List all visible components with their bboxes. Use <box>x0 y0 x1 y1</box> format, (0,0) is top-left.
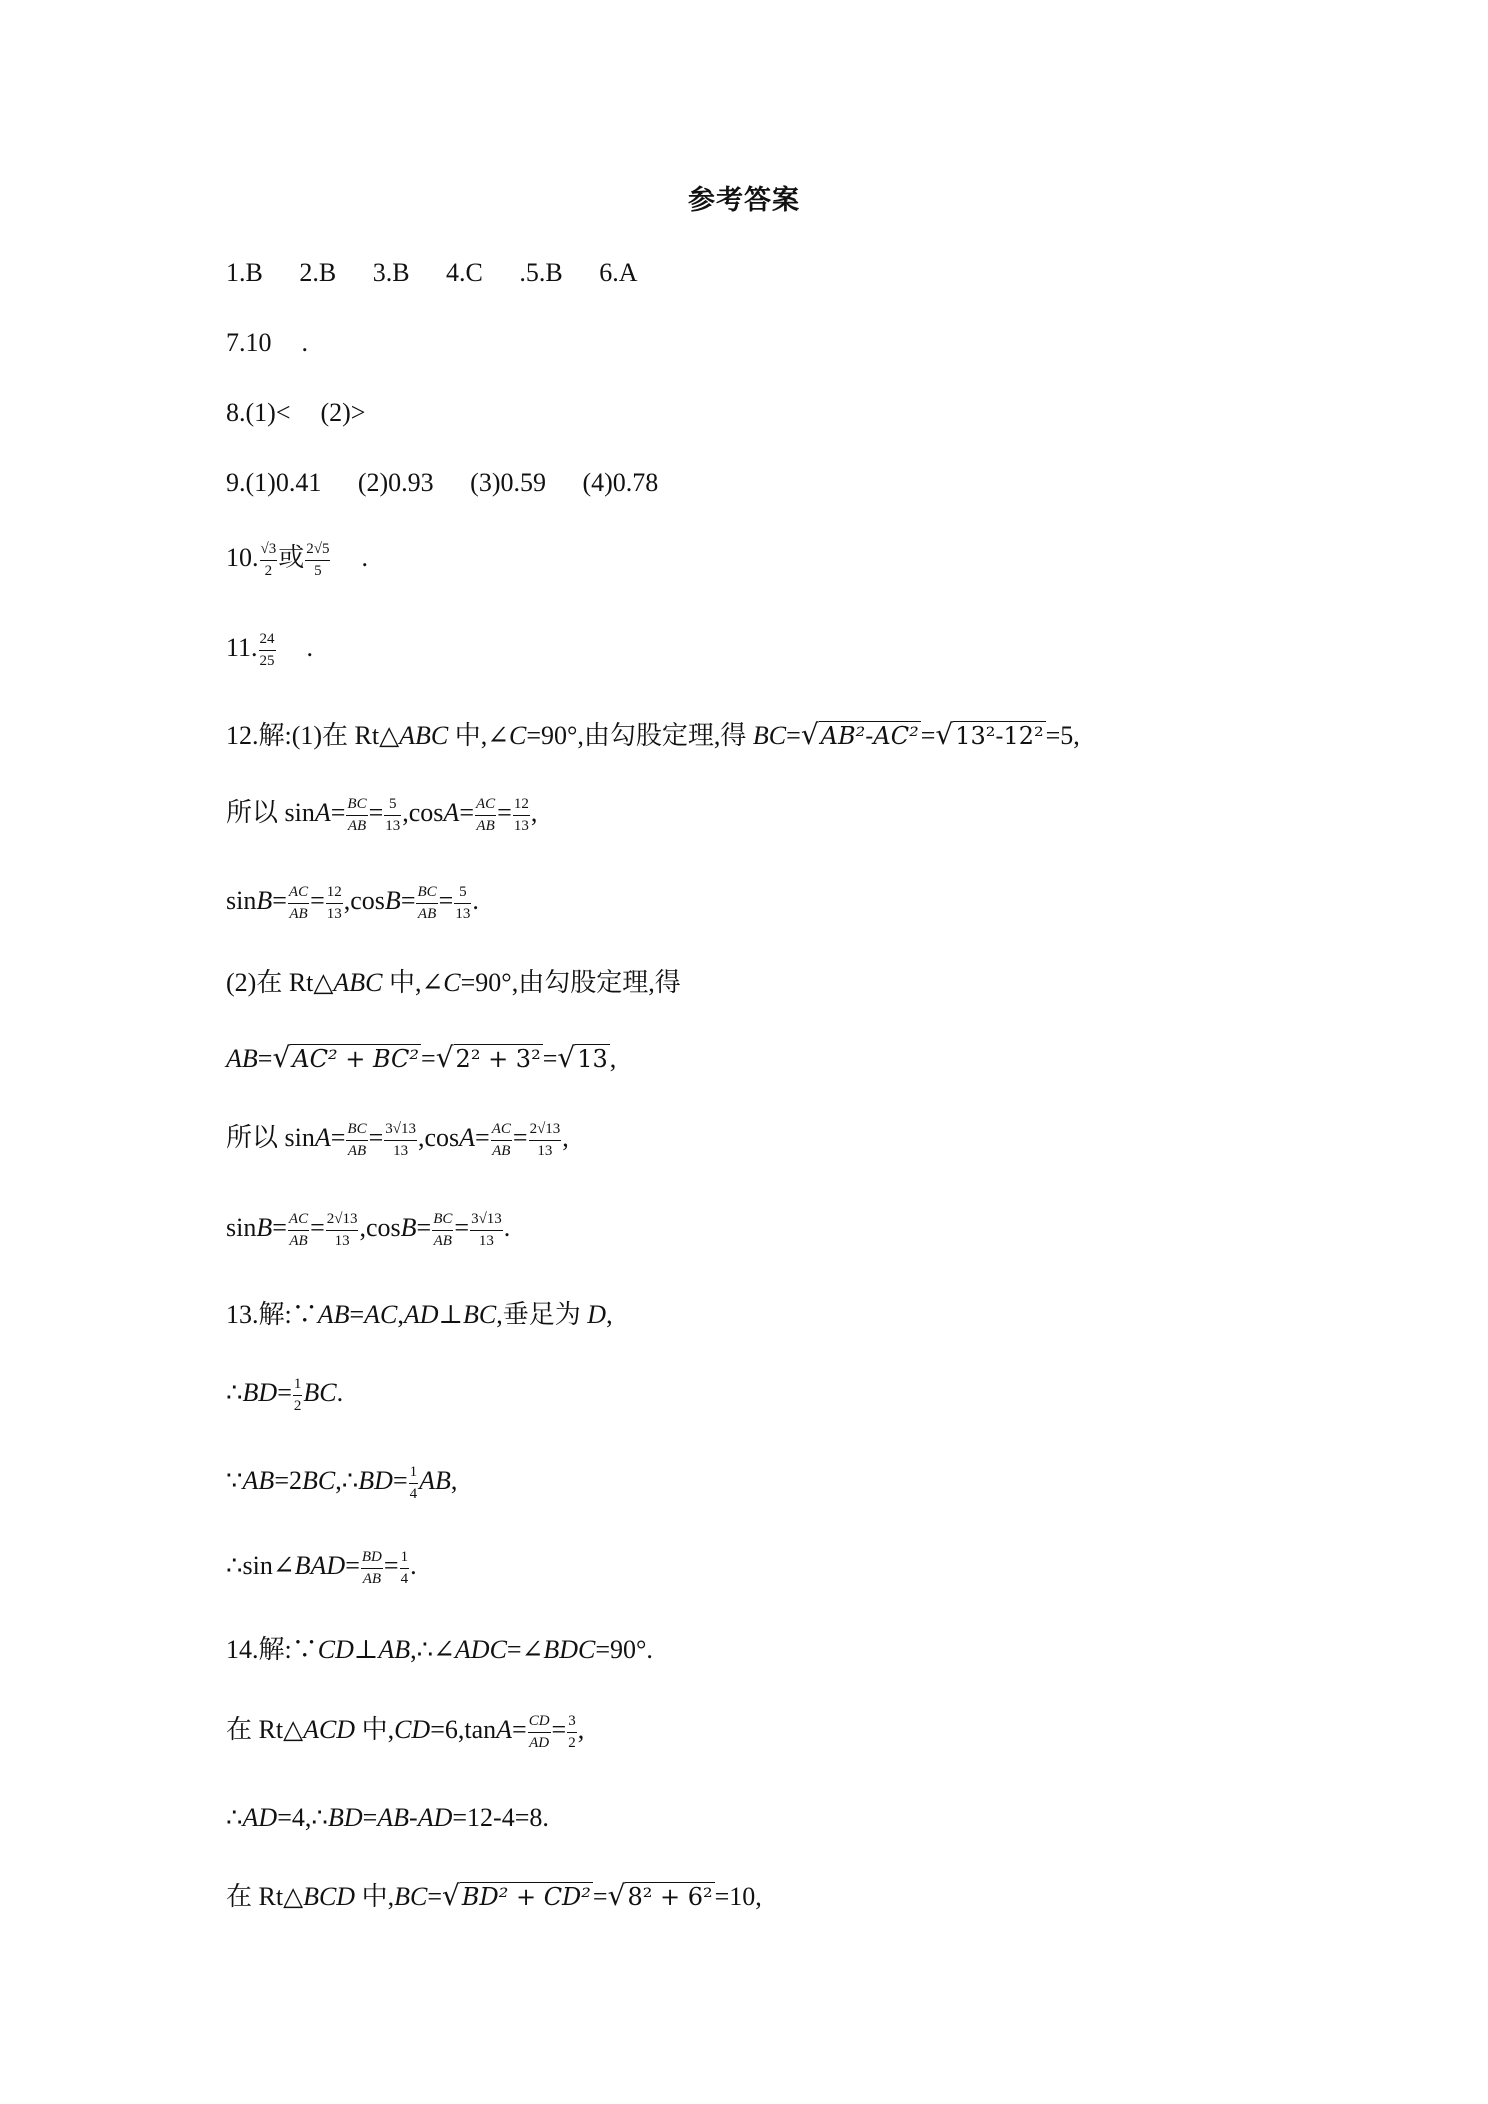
answer-12-line-1: 12.解:(1)在 Rt△ABC 中,∠C=90°,由勾股定理,得 BC=√AB²-AC²=√13²-12²=5, <box>226 717 1080 757</box>
square-root: √AB²-AC² <box>800 718 919 751</box>
fraction: $\frac{√3}{2}$ <box>260 540 277 579</box>
answer-13-line-1: 13.解:∵AB=AC,AD⊥BC,垂足为 D, <box>226 1300 613 1329</box>
fraction: $\frac{24}{25}$ <box>259 630 275 669</box>
answer-12-line-3: sinB= $\frac{AC}{AB}$ = $\frac{12}{13}$ ,cosB= $\frac{BC}{AB}$ = $\frac{5}{13}$ . <box>226 883 479 922</box>
fraction: $\frac{2√5}{5}$ <box>306 540 330 579</box>
page-title: 参考答案 <box>688 185 800 216</box>
answer-14-line-1: 14.解:∵CD⊥AB,∴∠ADC=∠BDC=90°. <box>226 1635 653 1664</box>
answer-5: .5.B <box>519 258 563 287</box>
answer-7: 7.10 . <box>226 328 308 357</box>
answer-12-line-4: (2)在 Rt△ABC 中,∠C=90°,由勾股定理,得 <box>226 968 681 997</box>
answer-12-line-7: sinB= $\frac{AC}{AB}$ = $\frac{2√13}{13}$ ,cosB= $\frac{BC}{AB}$ = $\frac{3√13}{13}$ . <box>226 1210 511 1249</box>
answer-13-line-4: ∴sin∠BAD= $\frac{BD}{AB}$ = $\frac{1}{4}$ . <box>226 1548 417 1587</box>
answer-13-line-2: ∴BD= $\frac{1}{2}$ BC. <box>226 1375 344 1414</box>
answer-4: 4.C <box>446 258 483 287</box>
answer-3: 3.B <box>372 258 410 287</box>
answer-11: 11. $\frac{24}{25}$ . <box>226 630 314 669</box>
answer-14-line-2: 在 Rt△ACD 中,CD=6,tanA= $\frac{CD}{AD}$ = $\frac{3}{2}$ , <box>226 1712 585 1751</box>
answer-9: 9.(1)0.41 (2)0.93 (3)0.59 (4)0.78 <box>226 468 659 497</box>
answer-14-line-3: ∴AD=4,∴BD=AB-AD=12-4=8. <box>226 1803 549 1832</box>
square-root: √13²-12² <box>935 718 1044 751</box>
answer-2: 2.B <box>299 258 337 287</box>
answer-12-line-5: AB=√AC² + BC²=√2² + 3²=√13, <box>226 1041 617 1074</box>
answer-13-line-3: ∵AB=2BC,∴BD= $\frac{1}{4}$ AB, <box>226 1463 458 1502</box>
answer-12-line-6: 所以 sinA= $\frac{BC}{AB}$ = $\frac{3√13}{13}$ ,cosA= $\frac{AC}{AB}$ = $\frac{2√13}{13}$ , <box>226 1120 569 1159</box>
answer-10: 10. $\frac{√3}{2}$ 或 $\frac{2√5}{5}$ . <box>226 540 368 579</box>
answer-1: 1.B <box>226 258 263 287</box>
answer-6: 6.A <box>599 258 638 287</box>
answer-8: 8.(1)< (2)> <box>226 398 366 427</box>
answer-12-line-2: 所以 sinA= $\frac{BC}{AB}$ = $\frac{5}{13}$ ,cosA= $\frac{AC}{AB}$ = $\frac{12}{13}$ , <box>226 795 538 834</box>
answers-1-6 <box>226 255 638 295</box>
answer-14-line-4: 在 Rt△BCD 中,BC=√BD² + CD²=√8² + 6²=10, <box>226 1879 762 1912</box>
